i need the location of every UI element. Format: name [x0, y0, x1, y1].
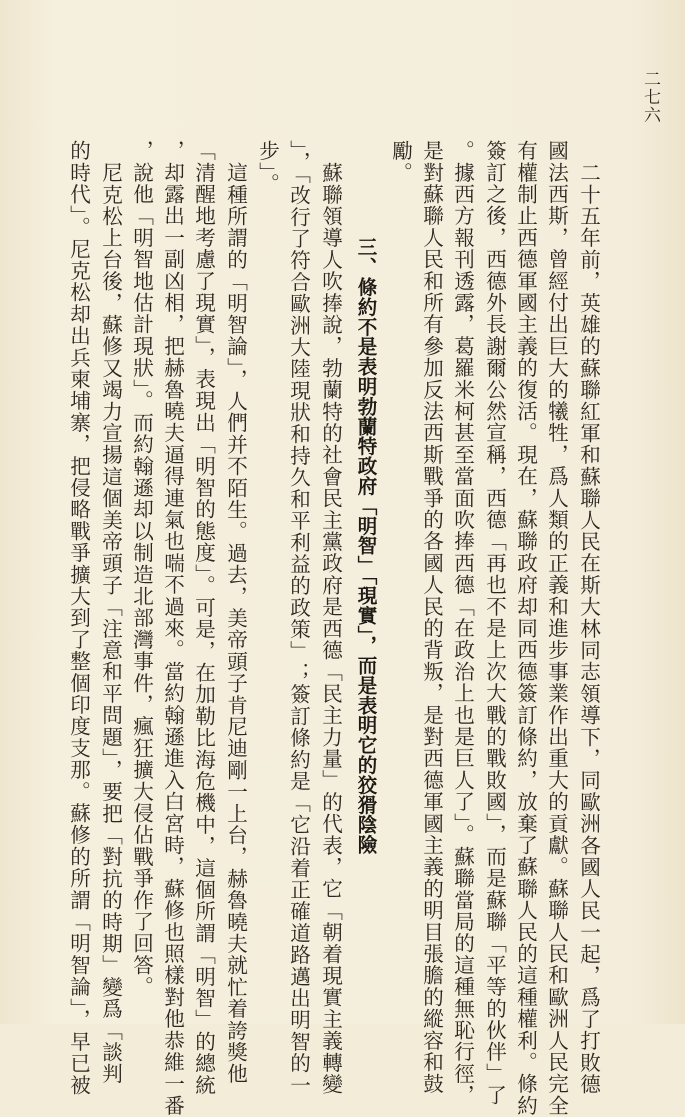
text-column-8: 蘇聯領導人吹捧說，勃蘭特的社會民主黨政府是西德「民主力量」的代表，它「朝着現實主義轉變 — [318, 162, 343, 1096]
text-column-5: 。據西方報刊透露，葛羅米柯甚至當面吹捧西德「在政治上也是巨人了」。蘇聯當局的這種無恥行徑， — [450, 140, 475, 1107]
page-number: 二七六 — [640, 70, 660, 124]
text-column-16: 的時代」。尼克松却出兵柬埔寨，把侵略戰爭擴大到了整個印度支那。蘇修的所謂「明智論」，早已被 — [66, 140, 91, 1096]
text-column-12: 「清醒地考慮了現實」，表現出「明智的態度」。可是，在加勒比海危機中，這個所謂「明智」的總統 — [191, 140, 216, 1096]
text-column-4: 簽訂之後，西德外長謝爾公然宣稱，西德「再也不是上次大戰的戰敗國」，而是蘇聯「平等的伙伴」了 — [482, 140, 507, 1107]
text-column-11: 這種所謂的「明智論」，人們并不陌生。過去，美帝頭子肯尼迪剛一上台，赫魯曉夫就忙着誇獎他 — [223, 162, 248, 1085]
text-column-1: 二十五年前，英雄的蘇聯紅軍和蘇聯人民在斯大林同志領導下，同歐洲各國人民一起，爲了打敗德 — [576, 162, 601, 1096]
text-column-2: 國法西斯，曾經付出巨大的犧牲，爲人類的正義和進步事業作出重大的貢獻。蘇聯人民和歐洲人民完全 — [544, 140, 569, 1117]
section-heading: 三、條約不是表明勃蘭特政府「明智」「現實」，而是表明它的狡猾陰險 — [354, 237, 378, 855]
text-column-9: 」，「改行了符合歐洲大陸現狀和持久和平利益的政策」；簽訂條約是「它沿着正確道路邁出明智的一 — [286, 140, 311, 1096]
text-column-3: 有權制止西德軍國主義的復活。現在，蘇聯政府却同西德簽訂條約，放棄了蘇聯人民的這種權利。條約 — [513, 140, 538, 1117]
text-column-10: 步」。 — [255, 140, 280, 195]
text-column-14: ，說他「明智地估計現狀」。而約翰遜却以制造北部灣事件，瘋狂擴大侵佔戰爭作了回答。 — [129, 140, 154, 998]
text-column-13: ，却露出一副凶相，把赫魯曉夫逼得連氣也喘不過來。當約翰遜進入白宮時，蘇修也照樣對他恭維一番 — [160, 140, 185, 1117]
text-column-6: 是對蘇聯人民和所有參加反法西斯戰爭的各國人民的背叛，是對西德軍國主義的明目張膽的縱容和鼓 — [419, 140, 444, 1095]
text-column-15: 尼克松上台後，蘇修又竭力宣揚這個美帝頭子「注意和平問題」，要把「對抗的時期」變爲「談判 — [98, 162, 123, 1085]
text-column-7: 勵。 — [388, 140, 413, 184]
